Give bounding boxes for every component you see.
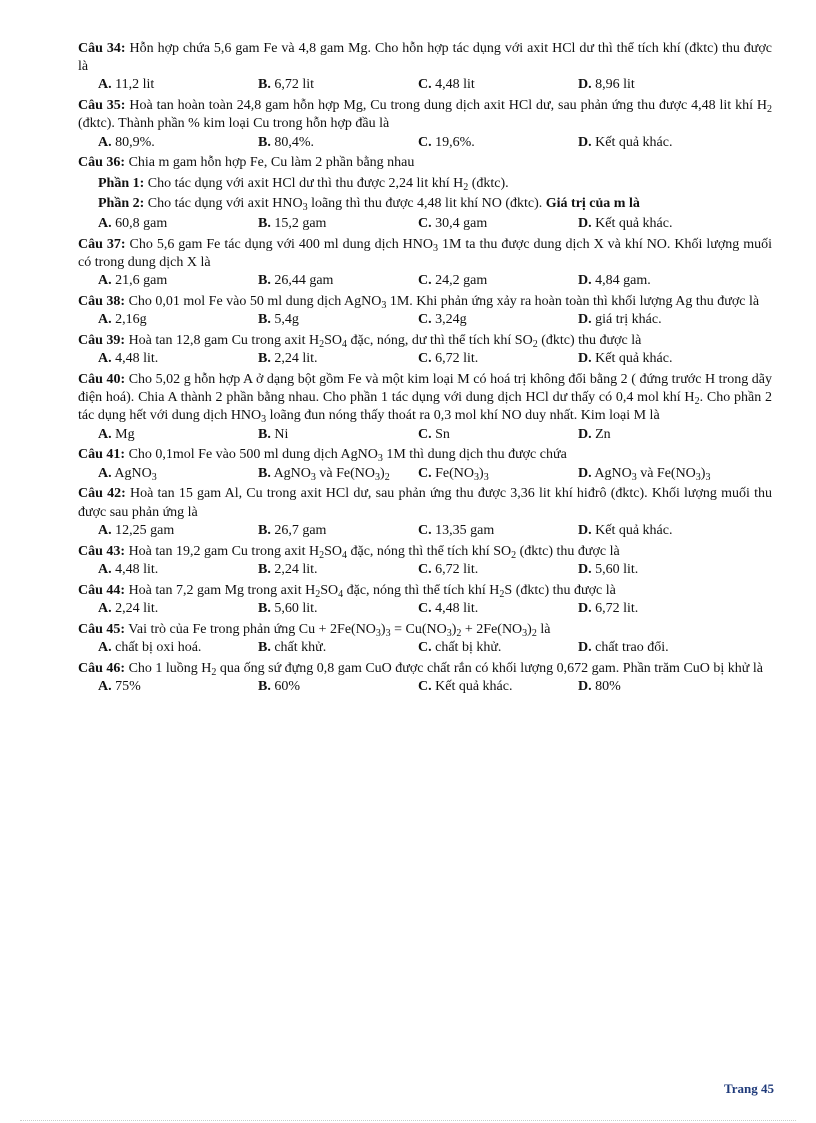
answer-options <box>78 76 772 94</box>
answer-option: C. 13,35 gam <box>418 522 495 538</box>
part-label: Phần 2: <box>98 195 145 211</box>
answer-option: A. AgNO$_3$ <box>98 465 157 483</box>
question-stem <box>78 660 772 678</box>
answer-option: D. giá trị khác. <box>578 312 662 328</box>
answer-option: B. 80,4%. <box>258 134 315 150</box>
answer-option: C. 6,72 lit. <box>418 351 479 367</box>
question-37 <box>78 236 772 291</box>
answer-option: C. 3,24g <box>418 312 467 328</box>
answer-option: D. Zn <box>578 426 611 442</box>
answer-option: C. $Fe(NO_3)_3$ <box>418 465 489 483</box>
answer-option: C. 19,6%. <box>418 134 475 150</box>
question-35 <box>78 97 772 152</box>
question-text: Hoà tan 19,2 gam Cu trong axit $H_2SO_4$ đặc, nóng thì thể tích khí $SO_2$ (đktc) thu được là <box>125 543 620 561</box>
question-text: Vai trò của Fe trong phản ứng $Cu + 2Fe(NO_3)_3 = Cu(NO_3)_2 + 2Fe(NO_3)_2$ là <box>125 621 551 639</box>
answer-option: C. Sn <box>418 426 450 442</box>
answer-option: B. 5,4g <box>258 312 299 328</box>
question-text: Cho 0,01 mol Fe vào 50 ml dung dịch AgNO$_3$ 1M. Khi phản ứng xảy ra hoàn toàn thì khối lượng Ag thu được là <box>125 294 760 312</box>
answer-option: B. 6,72 lit <box>258 77 315 93</box>
question-label: Câu 34: <box>78 41 126 56</box>
answer-option: A. 60,8 gam <box>98 216 168 232</box>
question-label: Câu 37: <box>78 236 126 252</box>
question-label: Câu 38: <box>78 294 126 310</box>
answer-option: A. 21,6 gam <box>98 273 168 289</box>
answer-options <box>78 522 772 540</box>
answer-option: D. 4,84 gam. <box>578 273 651 289</box>
question-stem <box>78 293 772 311</box>
question-stem <box>78 446 772 464</box>
question-text: Hỗn hợp chứa 5,6 gam Fe và 4,8 gam Mg. Cho hỗn hợp tác dụng với axit HCl dư thì thể tích khí (đktc) thu được là <box>78 41 772 75</box>
answer-options <box>78 561 772 579</box>
answer-option: A. 4,48 lit. <box>98 351 159 367</box>
answer-option: D. 8,96 lit <box>578 77 635 93</box>
answer-options <box>78 311 772 329</box>
answer-options <box>78 678 772 696</box>
question-stem <box>78 40 772 76</box>
question-stem <box>78 582 772 600</box>
answer-option: C. 30,4 gam <box>418 216 488 232</box>
question-stem <box>78 332 772 350</box>
answer-option: B. Ni <box>258 426 289 442</box>
question-45 <box>78 621 772 657</box>
question-part <box>78 195 772 213</box>
answer-option: A. 4,48 lit. <box>98 561 159 577</box>
answer-option: D. 5,60 lit. <box>578 561 639 577</box>
answer-option: C. 6,72 lit. <box>418 561 479 577</box>
answer-option: D. Kết quả khác. <box>578 522 673 538</box>
answer-option: A. chất bị oxi hoá. <box>98 639 202 655</box>
answer-option: A. 80,9%. <box>98 134 155 150</box>
answer-option: B. 2,24 lit. <box>258 561 318 577</box>
question-text: Hoà tan 15 gam Al, Cu trong axit HCl dư, sau phản ứng thu được 3,36 lit khí hiđrô (đktc). Khối lượng muối thu được sau phản ứng là <box>78 486 773 520</box>
question-stem <box>78 543 772 561</box>
answer-option: A. 12,25 gam <box>98 522 175 538</box>
answer-options <box>78 215 772 233</box>
answer-option: B. 60% <box>258 678 301 694</box>
answer-options <box>78 272 772 290</box>
answer-option: C. Kết quả khác. <box>418 678 513 694</box>
answer-options <box>78 600 772 618</box>
answer-option: A. 2,24 lit. <box>98 600 159 616</box>
answer-option: B. 15,2 gam <box>258 216 327 232</box>
answer-option: B. 26,7 gam <box>258 522 327 538</box>
question-38 <box>78 293 772 329</box>
question-label: Câu 43: <box>78 543 126 559</box>
answer-option: A. 2,16g <box>98 312 147 328</box>
answer-options <box>78 639 772 657</box>
answer-options <box>78 350 772 368</box>
question-44 <box>78 582 772 618</box>
question-label: Câu 36: <box>78 155 126 171</box>
page-number: Trang 45 <box>724 1081 774 1096</box>
part-label: Phần 1: <box>98 175 145 191</box>
question-label: Câu 41: <box>78 447 126 463</box>
answer-option: C. chất bị khử. <box>418 639 502 655</box>
question-41 <box>78 446 772 482</box>
answer-options <box>78 426 772 444</box>
question-46 <box>78 660 772 696</box>
answer-option: A. 11,2 lit <box>98 77 155 93</box>
answer-option: D. Kết quả khác. <box>578 134 673 150</box>
question-stem <box>78 236 772 272</box>
question-40 <box>78 371 772 444</box>
question-label: Câu 46: <box>78 660 126 676</box>
question-stem <box>78 485 772 521</box>
question-36 <box>78 154 772 233</box>
footer-divider <box>20 1120 796 1121</box>
question-stem <box>78 154 772 172</box>
part-text: Cho tác dụng với axit HCl dư thì thu được 2,24 lit khí $H_2$ (đktc). <box>144 175 509 193</box>
question-stem <box>78 97 772 133</box>
question-text: Cho 5,6 gam Fe tác dụng với 400 ml dung dịch $HNO_3$ 1M ta thu được dung dịch X và khí NO. Khối lượng muối có trong dung dịch X là <box>78 236 773 271</box>
answer-option: A. Mg <box>98 426 135 442</box>
question-text: Chia m gam hỗn hợp Fe, Cu làm 2 phần bằng nhau <box>125 155 415 171</box>
part-text: Cho tác dụng với axit $HNO_3$ loãng thì thu được 4,48 lit khí NO (đktc). Giá trị của m là <box>144 195 640 213</box>
question-list <box>78 40 772 699</box>
answer-option: B. chất khử. <box>258 639 327 655</box>
answer-option: D. 6,72 lit. <box>578 600 639 616</box>
question-label: Câu 39: <box>78 333 126 349</box>
answer-option: D. Kết quả khác. <box>578 216 673 232</box>
question-text: Cho 5,02 g hỗn hợp A ở dạng bột gồm Fe và một kim loại M có hoá trị không đổi bằng 2 ( đứng trước H trong dãy điện hoá). Chia A thành 2 phần bằng nhau. Cho phần 1 tác dụng với dung dịch HCl dư thấy có 0,4 mol khí $H_2$. Cho phần 2 tác dụng hết với dung dịch $HNO_3$ loãng đun nóng thấy thoát ra 0,3 mol khí NO duy nhất. Kim loại M là <box>78 372 772 426</box>
cut-off-header <box>78 30 618 40</box>
answer-option: C. 24,2 gam <box>418 273 488 289</box>
answer-options <box>78 465 772 483</box>
question-39 <box>78 332 772 368</box>
question-stem <box>78 621 772 639</box>
answer-option: D. chất trao đổi. <box>578 639 669 655</box>
question-34 <box>78 40 772 95</box>
answer-options <box>78 134 772 152</box>
answer-option: D. 80% <box>578 678 621 694</box>
question-text: Cho 1 luồng $H_2$ qua ống sứ đựng 0,8 gam CuO được chất rắn có khối lượng 0,672 gam. Phần trăm CuO bị khử là <box>125 660 763 678</box>
question-label: Câu 42: <box>78 486 126 502</box>
question-stem <box>78 371 772 426</box>
answer-option: B. 26,44 gam <box>258 273 334 289</box>
answer-option: C. 4,48 lit. <box>418 600 479 616</box>
question-label: Câu 45: <box>78 621 126 637</box>
question-text: Cho 0,1mol Fe vào 500 ml dung dịch AgNO$_3$ 1M thì dung dịch thu được chứa <box>125 447 567 465</box>
answer-option: D. Kết quả khác. <box>578 351 673 367</box>
answer-option: B. 2,24 lit. <box>258 351 318 367</box>
question-label: Câu 35: <box>78 98 126 114</box>
question-text: Hoà tan hoàn toàn 24,8 gam hỗn hợp Mg, Cu trong dung dịch axit HCl dư, sau phản ứng thu được 4,48 lit khí $H_2$ (đktc). Thành phần % kim loại Cu trong hỗn hợp đầu là <box>78 98 772 132</box>
answer-option: B. 5,60 lit. <box>258 600 318 616</box>
answer-option: A. 75% <box>98 678 141 694</box>
answer-option: C. 4,48 lit <box>418 77 475 93</box>
answer-option: B. AgNO$_3$ và $Fe(NO_3)_2$ <box>258 465 390 483</box>
question-part <box>78 175 772 193</box>
question-43 <box>78 543 772 579</box>
question-label: Câu 44: <box>78 582 126 598</box>
question-label: Câu 40: <box>78 372 126 388</box>
question-text: Hoà tan 12,8 gam Cu trong axit $H_2SO_4$ đặc, nóng, dư thì thể tích khí $SO_2$ (đktc) thu được là <box>125 333 642 351</box>
question-42 <box>78 485 772 540</box>
answer-option: D. AgNO$_3$ và $Fe(NO_3)_3$ <box>578 465 711 483</box>
question-text: Hoà tan 7,2 gam Mg trong axit $H_2SO_4$ đặc, nóng thì thể tích khí $H_2S$ (đktc) thu được là <box>125 582 616 600</box>
